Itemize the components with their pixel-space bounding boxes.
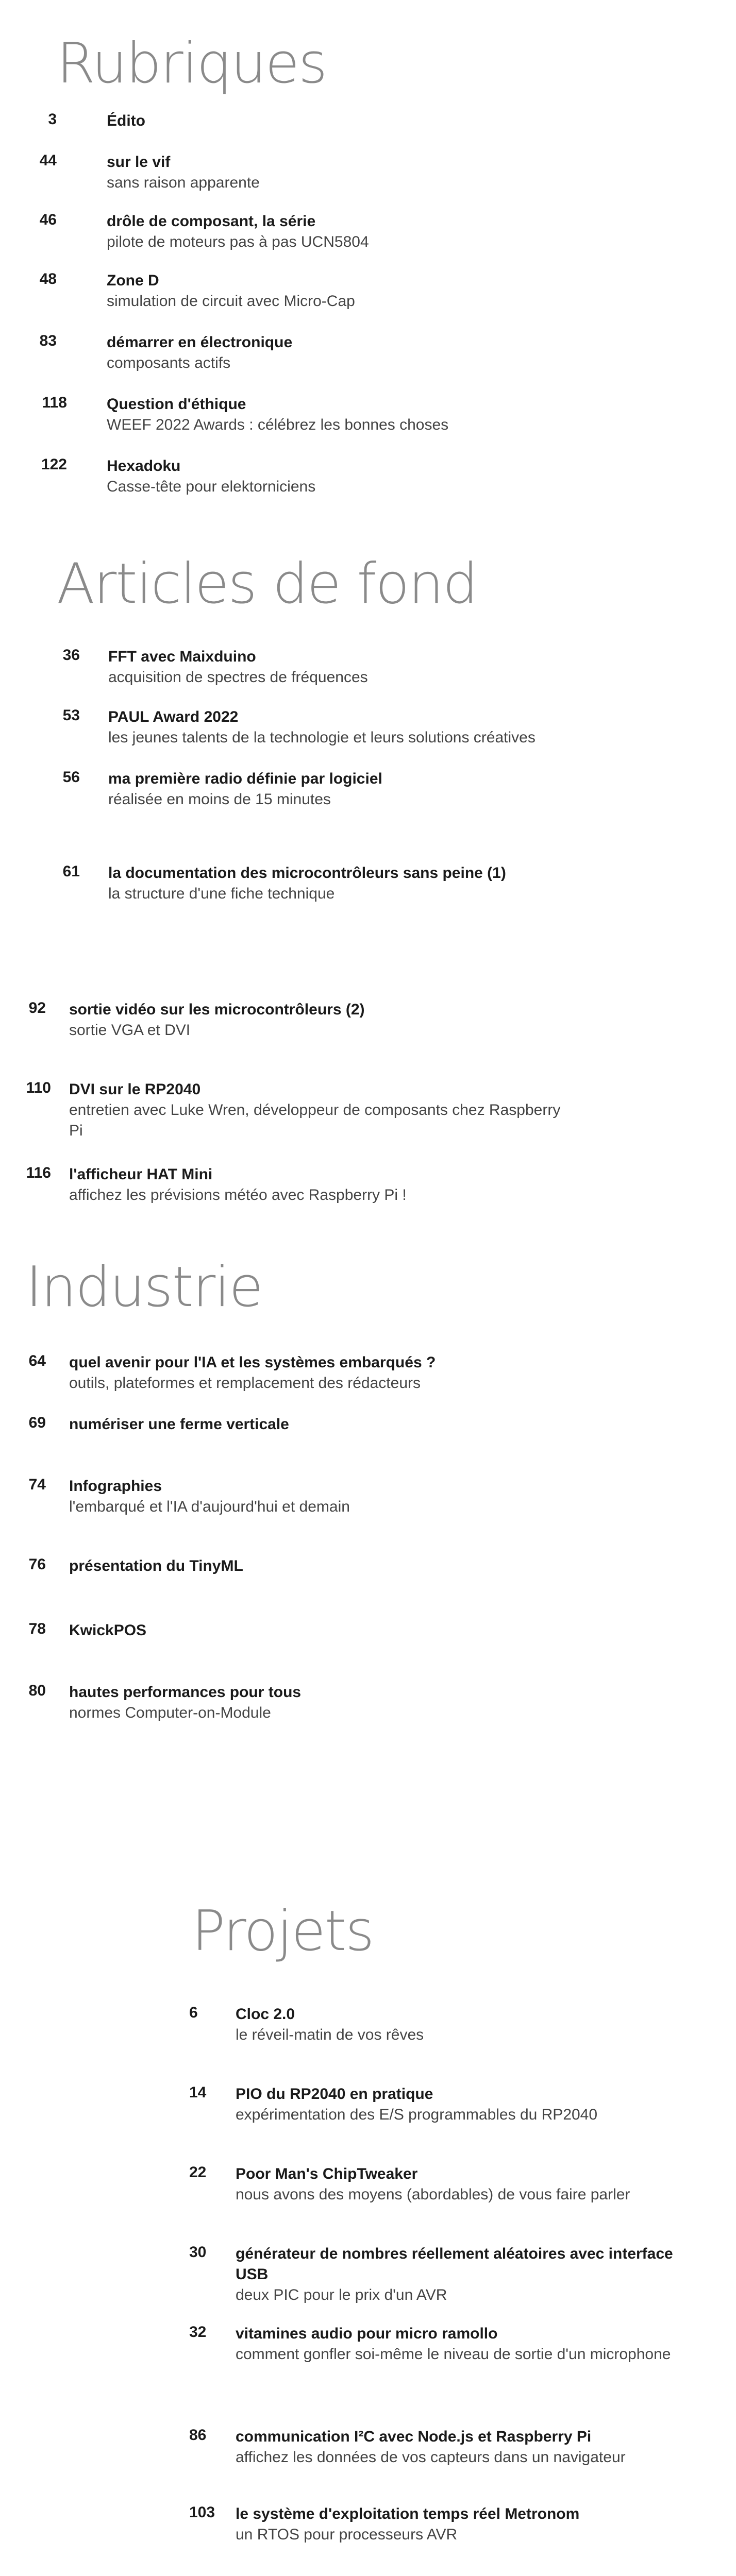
toc-entry[interactable] (62, 707, 629, 748)
entry-title: FFT avec Maixduino (108, 648, 256, 665)
entry-title: vitamines audio pour micro ramollo (236, 2325, 498, 2342)
entry-title: quel avenir pour l'IA et les systèmes embarqués ? (69, 1354, 436, 1371)
page-number: 122 (41, 456, 67, 473)
entry-title: Édito (107, 112, 145, 129)
toc-entry[interactable] (39, 270, 577, 312)
entry-subtitle: WEEF 2022 Awards : célébrez les bonnes choses (107, 416, 449, 433)
entry-subtitle: expérimentation des E/S programmables du RP2040 (236, 2106, 598, 2123)
page-number: 44 (39, 152, 57, 169)
page-number: 6 (189, 2004, 198, 2021)
entry-subtitle: sortie VGA et DVI (69, 1022, 191, 1039)
page-number: 56 (62, 769, 80, 786)
entry-title: PIO du RP2040 en pratique (236, 2086, 433, 2103)
toc-entry[interactable] (62, 769, 629, 810)
entry-title: Infographies (69, 1478, 162, 1495)
entry-subtitle: entretien avec Luke Wren, développeur de composants chez Raspberry Pi (69, 1101, 561, 1139)
entry-title: PAUL Award 2022 (108, 708, 239, 725)
entry-title: Question d'éthique (107, 396, 246, 413)
entry-title: numériser une ferme verticale (69, 1416, 289, 1433)
entry-title: KwickPOS (69, 1622, 147, 1639)
entry-subtitle: composants actifs (107, 354, 231, 371)
page-number: 22 (189, 2164, 207, 2181)
page-number: 30 (189, 2244, 207, 2261)
entry-title: présentation du TinyML (69, 1557, 243, 1574)
page-number: 80 (28, 1682, 46, 1699)
page-number: 64 (28, 1352, 46, 1369)
entry-subtitle: la structure d'une fiche technique (108, 885, 335, 902)
page-number: 86 (189, 2427, 207, 2444)
toc-entry[interactable] (189, 2427, 707, 2468)
section-title-rubriques: Rubriques (57, 31, 327, 96)
entry-subtitle: outils, plateformes et remplacement des rédacteurs (69, 1375, 421, 1392)
entry-subtitle: affichez les données de vos capteurs dans un navigateur (236, 2449, 626, 2466)
toc-entry[interactable] (189, 2244, 707, 2306)
page-number: 103 (189, 2504, 215, 2521)
entry-subtitle: normes Computer-on-Module (69, 1704, 271, 1721)
page-number: 46 (39, 211, 57, 228)
entry-subtitle: pilote de moteurs pas à pas UCN5804 (107, 233, 369, 250)
page-number: 92 (28, 999, 46, 1016)
toc-entry[interactable] (39, 152, 577, 193)
entry-subtitle: acquisition de spectres de fréquences (108, 669, 368, 686)
entry-subtitle: deux PIC pour le prix d'un AVR (236, 2286, 447, 2303)
section-title-industrie: Industrie (26, 1255, 262, 1319)
toc-entry[interactable] (62, 647, 629, 688)
toc-entry[interactable] (39, 211, 577, 252)
entry-title: Hexadoku (107, 457, 181, 474)
toc-entry[interactable] (189, 2324, 707, 2365)
entry-title: la documentation des microcontrôleurs sans peine (1) (108, 865, 506, 882)
page-number: 116 (26, 1164, 51, 1181)
entry-title: drôle de composant, la série (107, 213, 316, 230)
toc-entry[interactable] (28, 1620, 621, 1641)
toc-entry[interactable] (189, 2504, 707, 2545)
toc-entry[interactable] (39, 332, 577, 374)
entry-subtitle: affichez les prévisions météo avec Raspberry Pi ! (69, 1187, 407, 1204)
toc-entry[interactable] (42, 394, 577, 435)
entry-title: DVI sur le RP2040 (69, 1081, 201, 1098)
entry-title: générateur de nombres réellement aléatoires avec interface USB (236, 2245, 673, 2283)
page-number: 110 (26, 1079, 51, 1096)
toc-entry[interactable] (28, 1164, 595, 1206)
page-number: 14 (189, 2084, 207, 2101)
entry-title: démarrer en électronique (107, 334, 293, 351)
toc-entry[interactable] (28, 1476, 621, 1517)
page-number: 118 (42, 394, 67, 411)
toc-entry[interactable] (28, 1352, 621, 1394)
entry-subtitle: comment gonfler soi-même le niveau de sortie d'un microphone (236, 2346, 671, 2363)
section-title-projets: Projets (192, 1899, 374, 1963)
page-number: 53 (62, 707, 80, 724)
entry-subtitle: les jeunes talents de la technologie et leurs solutions créatives (108, 729, 536, 746)
entry-subtitle: nous avons des moyens (abordables) de vous faire parler (236, 2186, 630, 2203)
entry-subtitle: l'embarqué et l'IA d'aujourd'hui et demain (69, 1498, 350, 1515)
entry-title: sortie vidéo sur les microcontrôleurs (2) (69, 1001, 365, 1018)
page-number: 78 (28, 1620, 46, 1637)
page-number: 36 (62, 647, 80, 664)
entry-title: l'afficheur HAT Mini (69, 1166, 213, 1183)
page-number: 76 (28, 1556, 46, 1573)
page-number: 48 (39, 270, 57, 287)
toc-entry[interactable] (28, 1556, 621, 1577)
page-number: 74 (28, 1476, 46, 1493)
toc-entry[interactable] (189, 2084, 707, 2125)
toc-entry[interactable] (189, 2004, 707, 2045)
entry-title: le système d'exploitation temps réel Metronom (236, 2505, 580, 2522)
toc-entry[interactable] (62, 863, 629, 904)
entry-subtitle: Casse-tête pour elektorniciens (107, 478, 316, 495)
page-number: 83 (39, 332, 57, 349)
entry-title: ma première radio définie par logiciel (108, 770, 382, 787)
entry-subtitle: un RTOS pour processeurs AVR (236, 2526, 458, 2543)
entry-subtitle: sans raison apparente (107, 174, 260, 191)
entry-title: communication I²C avec Node.js et Raspberry Pi (236, 2428, 592, 2445)
toc-entry[interactable] (48, 111, 577, 131)
page-number: 69 (28, 1414, 46, 1431)
entry-subtitle: le réveil-matin de vos rêves (236, 2026, 424, 2043)
toc-entry[interactable] (189, 2164, 707, 2205)
entry-title: Zone D (107, 272, 159, 289)
page-number: 61 (62, 863, 80, 880)
toc-entry[interactable] (28, 999, 595, 1041)
entry-title: Poor Man's ChipTweaker (236, 2165, 418, 2182)
entry-subtitle: réalisée en moins de 15 minutes (108, 791, 331, 808)
toc-entry[interactable] (28, 1079, 595, 1141)
entry-title: hautes performances pour tous (69, 1684, 302, 1701)
toc-entry[interactable] (28, 1682, 621, 1723)
toc-entry[interactable] (28, 1414, 621, 1435)
toc-entry[interactable] (41, 456, 577, 497)
section-title-articles: Articles de fond (57, 552, 477, 616)
entry-title: Cloc 2.0 (236, 2006, 295, 2023)
entry-subtitle: simulation de circuit avec Micro-Cap (107, 293, 355, 310)
entry-title: sur le vif (107, 154, 171, 171)
page-number: 3 (48, 111, 57, 128)
page-number: 32 (189, 2324, 207, 2341)
